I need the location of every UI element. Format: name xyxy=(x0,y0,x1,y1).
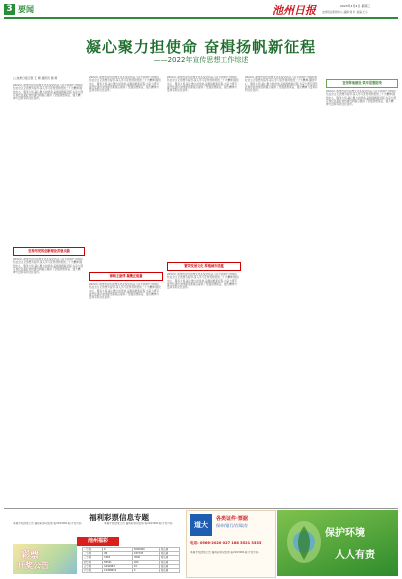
article-column-2b: 2022年,池州市宣传思想文化系统坚持以习近平新时代中国特色社会主义思想为指导,深入学习宣传贯彻党的二十大精神,围绕中心、服务大局,凝心聚力担使命,奋楫扬帆新征程,为奋力谱写现代化美好池州建设新篇章提供了坚强思想保证、强大精神力量和有利文化条件。 xyxy=(89,283,161,300)
article-column-2: 2022年,池州市宣传思想文化系统坚持以习近平新时代中国特色社会主义思想为指导,深入学习宣传贯彻党的二十大精神,围绕中心、服务大局,凝心聚力担使命,奋楫扬帆新征程,为奋力谱写现代化美好池州建设新篇章提供了坚强思想保证、强大精神力量和有利文化条件。 xyxy=(89,76,161,93)
eco-ad-line-1: 保护环境 xyxy=(325,528,365,539)
article-column-4: 2022年,池州市宣传思想文化系统坚持以习近平新时代中国特色社会主义思想为指导,深入学习宣传贯彻党的二十大精神,围绕中心、服务大局,凝心聚力担使命,奋楫扬帆新征程,为奋力谱写现代化美好池州建设新篇章提供了坚强思想保证、强大精神力量和有利文化条件。 xyxy=(245,76,318,93)
article-column-3b: 2022年,池州市宣传思想文化系统坚持以习近平新时代中国特色社会主义思想为指导,深入学习宣传贯彻党的二十大精神,围绕中心、服务大局,凝心聚力担使命,奋楫扬帆新征程,为奋力谱写现代化美好池州建设新篇章提供了坚强思想保证、强大精神力量和有利文化条件。 xyxy=(167,273,239,290)
service-ad-line-2: 保单/银行/存/取存 xyxy=(216,523,249,528)
lottery-ad-image xyxy=(13,544,77,574)
paper-logo: 池州日报 xyxy=(272,4,316,17)
service-ad-phone: 电话: 0566-2020 027 188 5521 3333 xyxy=(190,541,262,545)
table-row: 六等奖 12458621 5 双色球 xyxy=(83,569,180,573)
byline: □ 池州日报记者 王 婧 通讯员 施 婷 xyxy=(13,76,58,80)
sub-headline: ——2022年宣传思想工作综述 xyxy=(153,56,249,64)
lottery-ad-text-1: 彩票 xyxy=(21,551,40,561)
header-meta-editor: 池州报社新闻中心 编辑:刘 叶 美编:王小 xyxy=(322,11,368,14)
lottery-ad-text-2: 开奖公告 xyxy=(17,561,49,570)
service-ad-line-1: 各类证件·票据 xyxy=(216,516,248,522)
article-column-1: 2022年,池州市宣传思想文化系统坚持以习近平新时代中国特色社会主义思想为指导,深入学习宣传贯彻党的二十大精神,围绕中心、服务大局,凝心聚力担使命,奋楫扬帆新征程,为奋力谱写现代化美好池州建设新篇章提供了坚强思想保证、强大精神力量和有利文化条件。 xyxy=(13,84,83,101)
article-column-3: 2022年,池州市宣传思想文化系统坚持以习近平新时代中国特色社会主义思想为指导,深入学习宣传贯彻党的二十大精神,围绕中心、服务大局,凝心聚力担使命,奋楫扬帆新征程,为奋力谱写现代化美好池州建设新篇章提供了坚强思想保证、强大精神力量和有利文化条件。 xyxy=(167,76,239,93)
bottom-rule xyxy=(4,508,398,509)
service-ad-brand: 道大 xyxy=(190,514,212,536)
table-row: 三等奖 1563 3000 双色球 xyxy=(83,556,180,560)
lottery-text-right: 本期开奖结果公告 福利彩票双色球 第2023001期 开奖号码 xyxy=(104,522,173,525)
table-row: 二等奖 98 187235 双色球 xyxy=(83,552,180,556)
header-rule xyxy=(4,17,398,19)
subsection-heading-1: 坚持用党的创新理论武装头脑 xyxy=(13,247,85,256)
table-row: 四等奖 83541 200 双色球 xyxy=(83,560,180,564)
service-ad xyxy=(186,510,276,578)
section-name: 要闻 xyxy=(18,5,34,14)
lottery-title: 福利彩票信息专题 xyxy=(89,513,149,522)
subsection-heading-2: 奏响主旋律 凝聚正能量 xyxy=(89,272,163,281)
table-row: 一等奖 6 5000000 双色球 xyxy=(83,548,180,552)
article-column-1b: 2022年,池州市宣传思想文化系统坚持以习近平新时代中国特色社会主义思想为指导,深入学习宣传贯彻党的二十大精神,围绕中心、服务大局,凝心聚力担使命,奋楫扬帆新征程,为奋力谱写现代化美好池州建设新篇章提供了坚强思想保证、强大精神力量和有利文化条件。 xyxy=(13,258,83,275)
table-row: 五等奖 1642983 10 双色球 xyxy=(83,564,180,568)
lottery-results-table xyxy=(82,547,180,573)
lottery-intro: 本期开奖结果公告 福利彩票双色球 第2023001期 开奖号码 xyxy=(13,522,82,525)
main-headline: 凝心聚力担使命 奋楫扬帆新征程 xyxy=(85,38,317,56)
article-column-5: 2022年,池州市宣传思想文化系统坚持以习近平新时代中国特色社会主义思想为指导,深入学习宣传贯彻党的二十大精神,围绕中心、服务大局,凝心聚力担使命,奋楫扬帆新征程,为奋力谱写现代化美好池州建设新篇章提供了坚强思想保证、强大精神力量和有利文化条件。 xyxy=(326,90,396,107)
subsection-heading-3: 繁荣发展文化 厚植城市底蕴 xyxy=(167,262,241,271)
lottery-banner: 池州福彩 xyxy=(77,537,119,546)
subsection-heading-4: 宣传阵地建设 筑牢思想防线 xyxy=(326,79,398,88)
section-badge: 3 xyxy=(4,4,15,15)
service-ad-detail: 本期开奖结果公告 福利彩票双色球 第2023001期 开奖号码 xyxy=(190,551,259,554)
eco-ad-line-2: 人人有责 xyxy=(335,550,375,561)
eco-ad xyxy=(277,510,398,576)
header-meta-date: 2023年1月4日 星期三 xyxy=(340,4,371,8)
leaf-icon xyxy=(283,518,325,566)
